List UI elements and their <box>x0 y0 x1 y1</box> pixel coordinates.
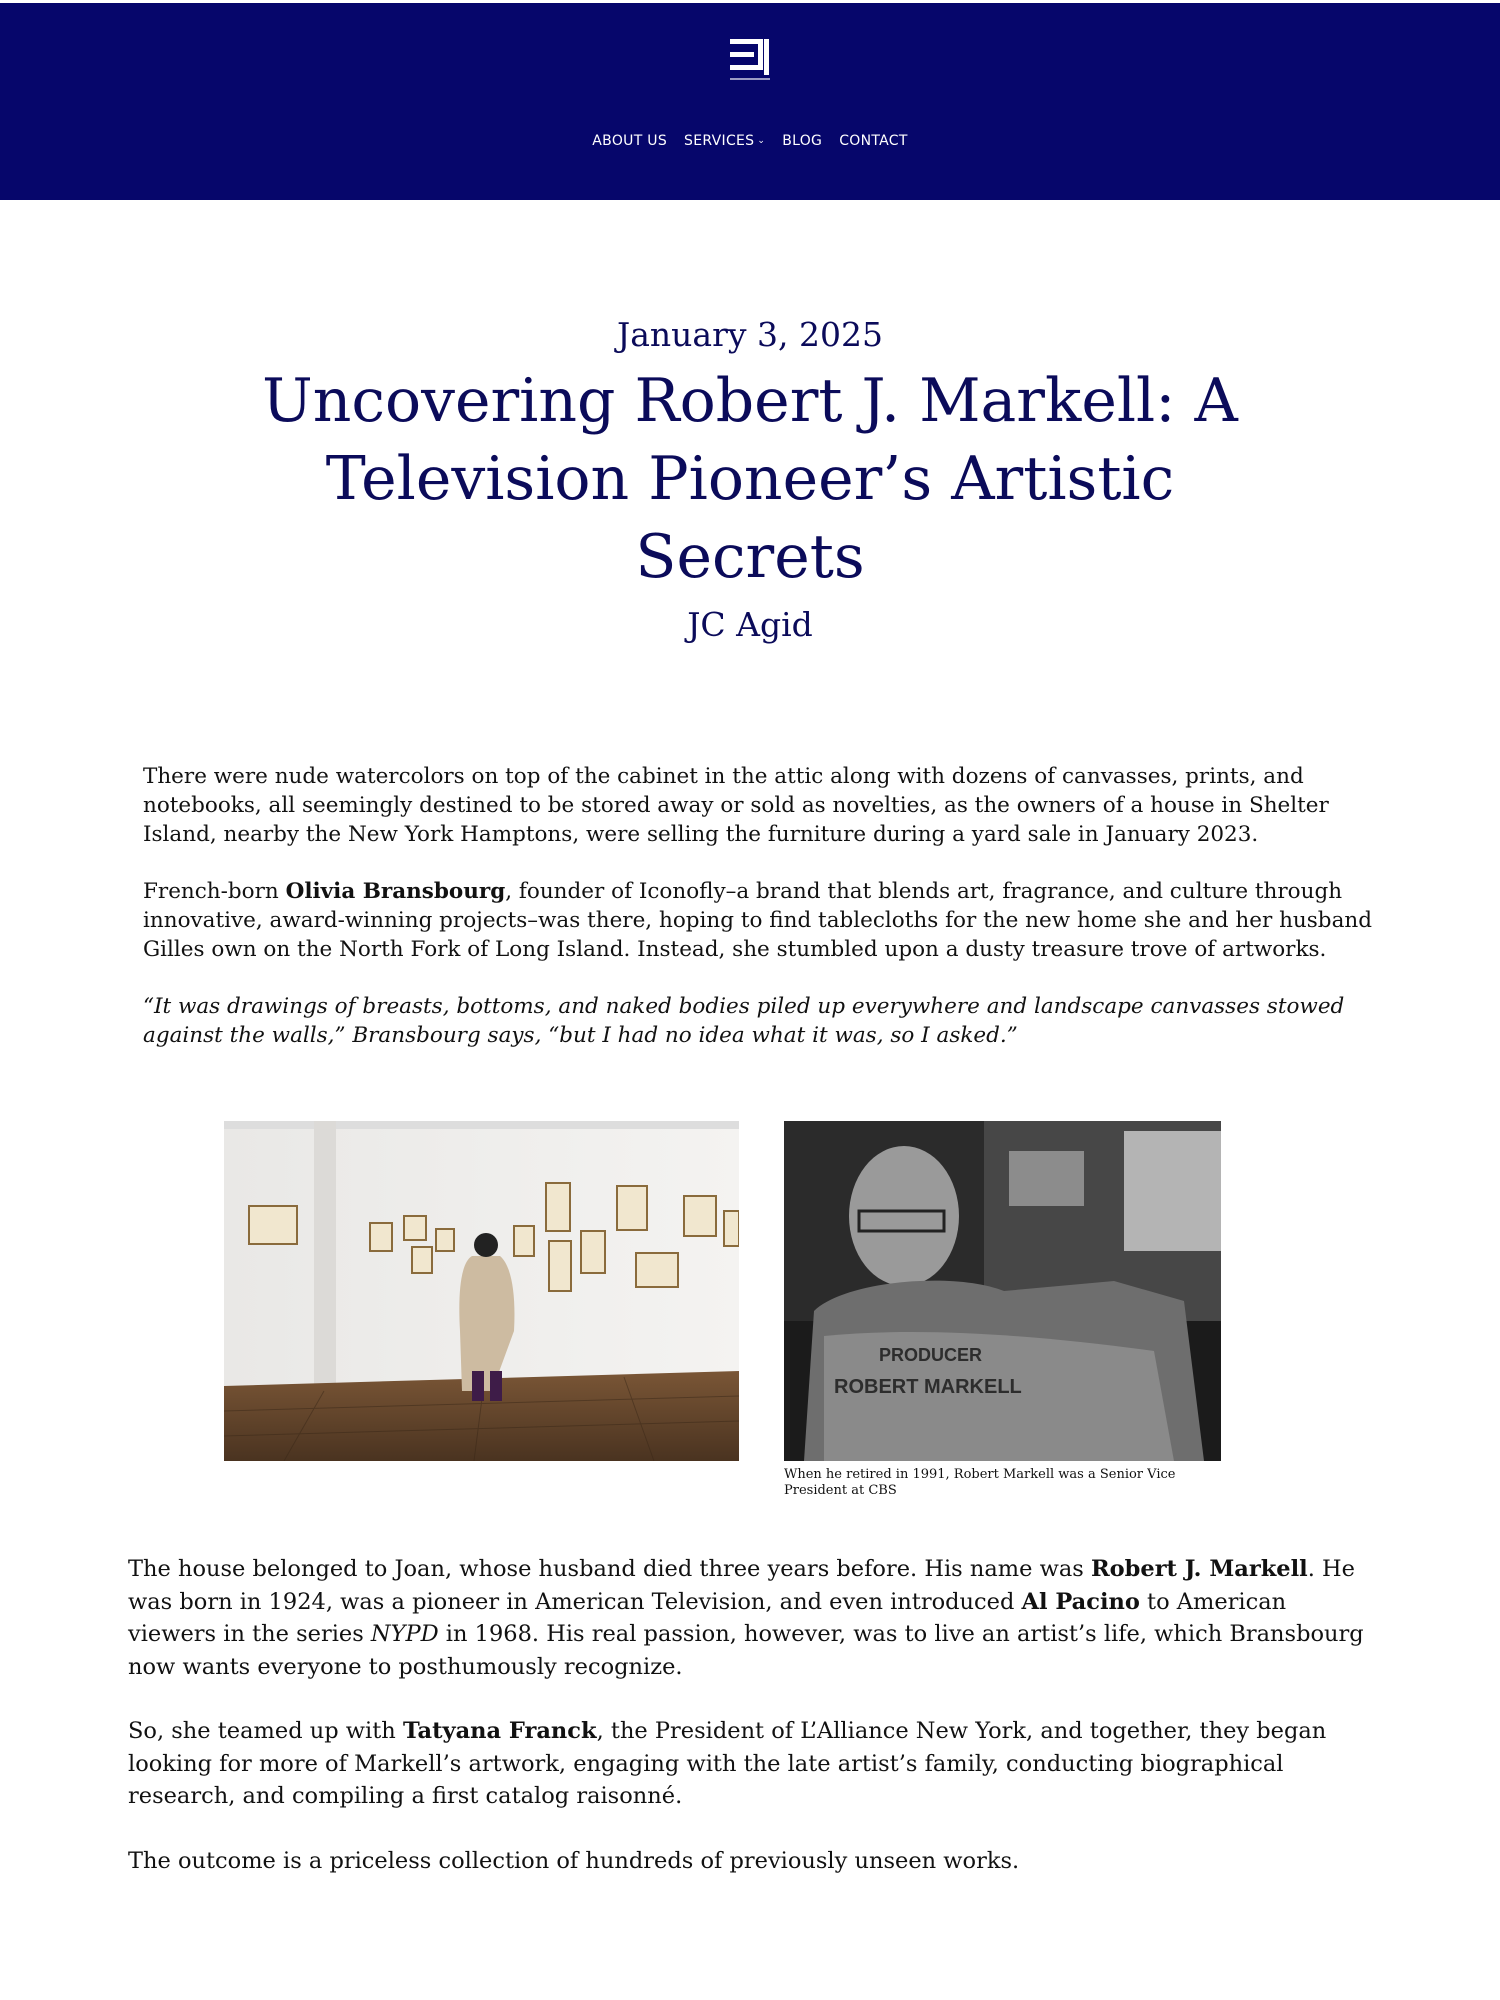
portrait-photo <box>784 1121 1221 1461</box>
text-run: . He was born in 1924, was a pioneer in American Television, and even introduced <box>128 1556 1355 1615</box>
main-nav <box>0 133 1500 149</box>
intro-paragraph-2 <box>143 877 1383 964</box>
site-logo[interactable] <box>729 37 771 87</box>
logo-mark-icon <box>729 37 771 87</box>
pull-quote: “It was drawings of breasts, bottoms, and naked bodies piled up everywhere and landscape canvasses stowed against the walls,” Bransbourg says, “but I had no idea what it was, so I asked.” <box>143 994 1345 1048</box>
post-author[interactable]: JC Agid <box>687 605 813 644</box>
article-body <box>128 1553 1368 1909</box>
bold-name: Robert J. Markell <box>1090 1556 1308 1582</box>
nav-contact[interactable]: CONTACT <box>839 133 908 149</box>
text-run: to American viewers in the series <box>128 1588 1287 1647</box>
image-caption: When he retired in 1991, Robert Markell was a Senior Vice President at CBS <box>784 1467 1176 1498</box>
nav-services[interactable] <box>684 133 765 149</box>
text-run: in 1968. His real passion, however, was to live an artist’s life, which Bransbourg now wants everyone to posthumously recognize. <box>128 1621 1364 1680</box>
text-run: So, she teamed up with <box>128 1718 403 1744</box>
text-run: The house belonged to Joan, whose husband died three years before. His name was <box>128 1556 1091 1582</box>
chair-text-producer: PRODUCER <box>879 1345 983 1365</box>
post-date: January 3, 2025 <box>617 315 883 354</box>
text-run: French-born <box>143 879 286 904</box>
chevron-down-icon: ⌄ <box>757 136 766 146</box>
body-paragraph-1 <box>128 1553 1368 1683</box>
body-paragraph-2 <box>128 1715 1368 1813</box>
text-run: , founder of Iconofly–a brand that blends art, fragrance, and culture through innovative, award-winning projects–was there, hoping to find tablecloths for the new home she and her husband Gilles own on the North Fork of Long Island. Instead, she stumbled upon a dusty treasure trove of artworks. <box>143 879 1372 962</box>
italic-title: NYPD <box>370 1621 439 1647</box>
nav-about-us[interactable]: ABOUT US <box>592 133 668 149</box>
bold-name: Tatyana Franck <box>402 1718 597 1744</box>
bold-name: Olivia Bransbourg <box>285 879 506 904</box>
bold-name: Al Pacino <box>1021 1588 1140 1615</box>
gallery-photo <box>224 1121 739 1461</box>
text-run: , the President of L’Alliance New York, and together, they began looking for more of Markell’s artwork, engaging with the late artist’s family, conducting biographical research, and compiling a first catalog raisonné. <box>128 1718 1327 1809</box>
intro-section <box>143 762 1383 1078</box>
intro-paragraph-1: There were nude watercolors on top of the cabinet in the attic along with dozens of canvasses, prints, and notebooks, all seemingly destined to be stored away or sold as novelties, as the owners of a house in Shelter Island, nearby the New York Hamptons, were selling the furniture during a yard sale in January 2023. <box>143 764 1329 847</box>
site-header <box>0 3 1500 200</box>
page-title: Uncovering Robert J. Markell: A Television Pioneer’s Artistic Secrets <box>262 366 1238 592</box>
nav-blog[interactable]: BLOG <box>782 133 823 149</box>
nav-services-label: SERVICES <box>684 133 755 149</box>
body-paragraph-3: The outcome is a priceless collection of hundreds of previously unseen works. <box>128 1847 1020 1874</box>
chair-text-name: ROBERT MARKELL <box>834 1376 1022 1398</box>
